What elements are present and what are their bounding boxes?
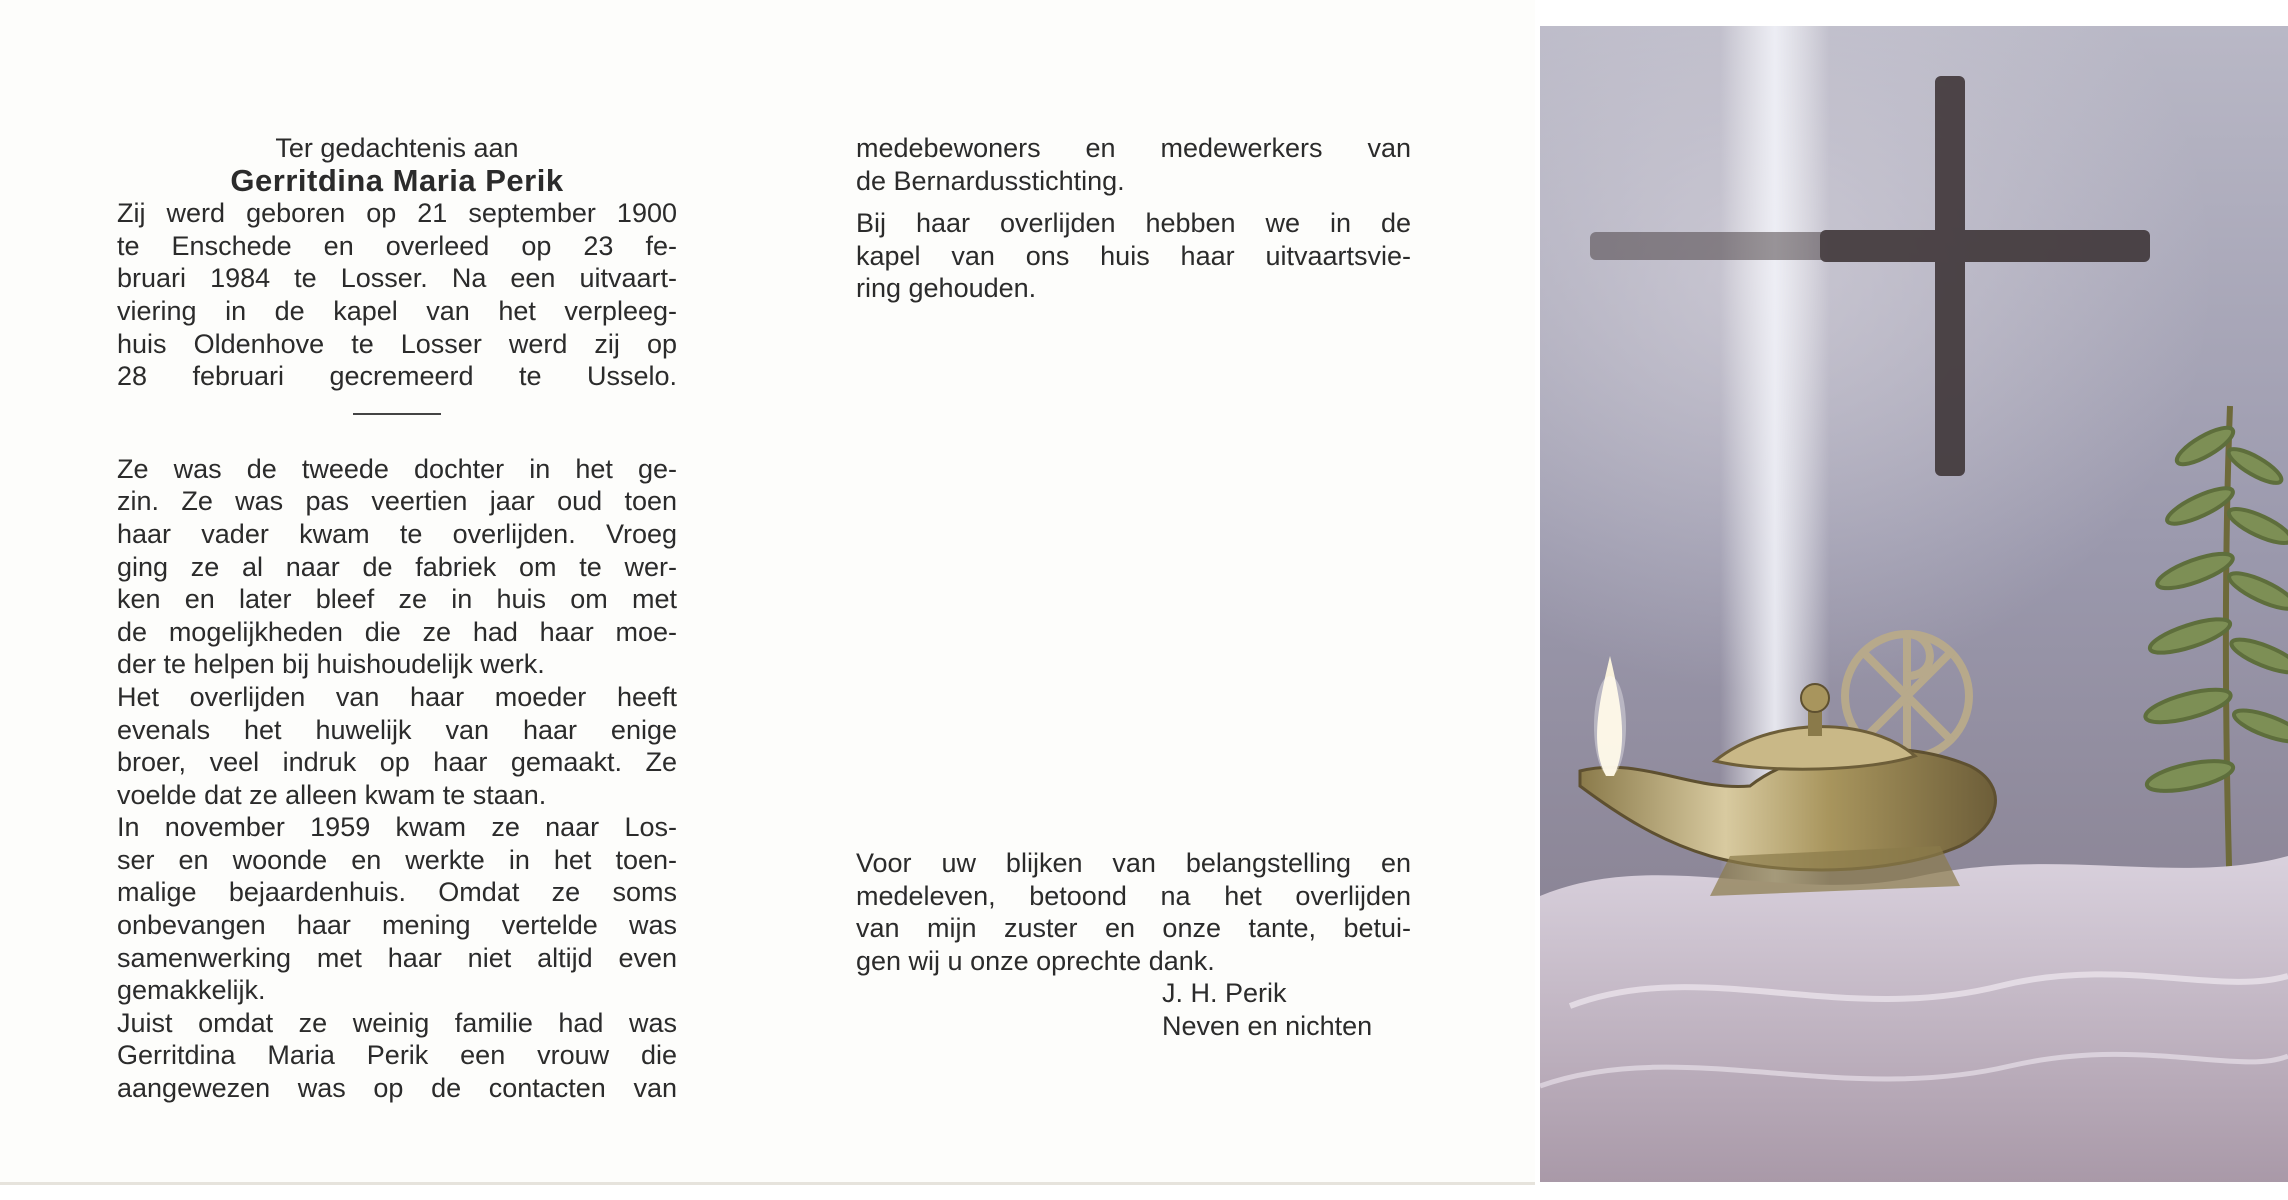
text-line: broer, veel indruk op haar gemaakt. Ze	[117, 747, 677, 778]
funeral-paragraph	[856, 207, 1411, 305]
text-line: bruari 1984 te Losser. Na een uitvaart-	[117, 263, 677, 294]
text-line: der te helpen bij huishoudelijk werk.	[117, 649, 545, 680]
text-line: ring gehouden.	[856, 273, 1037, 304]
text-line: ging ze al naar de fabriek om te wer-	[117, 551, 677, 582]
text-line: Ze was de tweede dochter in het ge-	[117, 453, 677, 484]
text-line: de mogelijkheden die ze had haar moe-	[117, 616, 677, 647]
text-line: kapel van ons huis haar uitvaartsvie-	[856, 240, 1411, 271]
divider-rule	[353, 413, 441, 415]
thanks-paragraph	[856, 847, 1411, 1043]
text-line: huis Oldenhove te Losser werd zij op	[117, 328, 677, 359]
text-line: Voor uw blijken van belangstelling en	[856, 848, 1411, 878]
signature-name: J. H. Perik	[1162, 978, 1287, 1009]
text-line: onbevangen haar mening vertelde was	[117, 910, 677, 941]
text-line: gen wij u onze oprechte dank.	[856, 945, 1215, 976]
text-line: Gerritdina Maria Perik een vrouw die	[117, 1040, 677, 1071]
right-page	[856, 132, 1411, 305]
text-line: van mijn zuster en onze tante, betui-	[856, 913, 1411, 944]
text-line: viering in de kapel van het verpleeg-	[117, 295, 677, 326]
text-line: malige bejaardenhuis. Omdat ze soms	[117, 877, 677, 908]
left-page	[117, 132, 677, 1105]
text-line: Juist omdat ze weinig familie had was	[117, 1007, 677, 1038]
memorial-illustration	[1540, 26, 2288, 1182]
text-line: Zij werd geboren op 21 september 1900	[117, 198, 677, 229]
birth-death-paragraph	[117, 197, 677, 393]
text-line: ser en woonde en werkte in het toen-	[117, 844, 677, 875]
cloth	[1540, 856, 2288, 1182]
text-line: voelde dat ze alleen kwam te staan.	[117, 779, 547, 810]
memorial-heading: Ter gedachtenis aan	[275, 133, 519, 163]
text-line: zin. Ze was pas veertien jaar oud toen	[117, 486, 677, 517]
text-line: Bij haar overlijden hebben we in de	[856, 208, 1411, 239]
deceased-name: Gerritdina Maria Perik	[230, 162, 564, 198]
biography-paragraph	[117, 453, 677, 1105]
text-line: gemakkelijk.	[117, 975, 266, 1006]
text-line: 28 februari gecremeerd te Usselo.	[117, 361, 677, 392]
text-line: te Enschede en overleed op 23 fe-	[117, 230, 677, 261]
text-line: haar vader kwam te overlijden. Vroeg	[117, 518, 677, 549]
continuation-paragraph	[856, 132, 1411, 197]
text-line: aangewezen was op de contacten van	[117, 1073, 677, 1104]
text-line: medeleven, betoond na het overlijden	[856, 880, 1411, 911]
text-line: Het overlijden van haar moeder heeft	[117, 681, 677, 712]
signature-relatives: Neven en nichten	[1162, 1010, 1373, 1041]
text-line: evenals het huwelijk van haar enige	[117, 714, 677, 745]
text-line: In november 1959 kwam ze naar Los-	[117, 812, 677, 843]
text-line: medebewoners en medewerkers van	[856, 133, 1411, 163]
text-line: ken en later bleef ze in huis om met	[117, 584, 677, 615]
text-line: de Bernardusstichting.	[856, 165, 1125, 196]
text-line: samenwerking met haar niet altijd even	[117, 942, 677, 973]
